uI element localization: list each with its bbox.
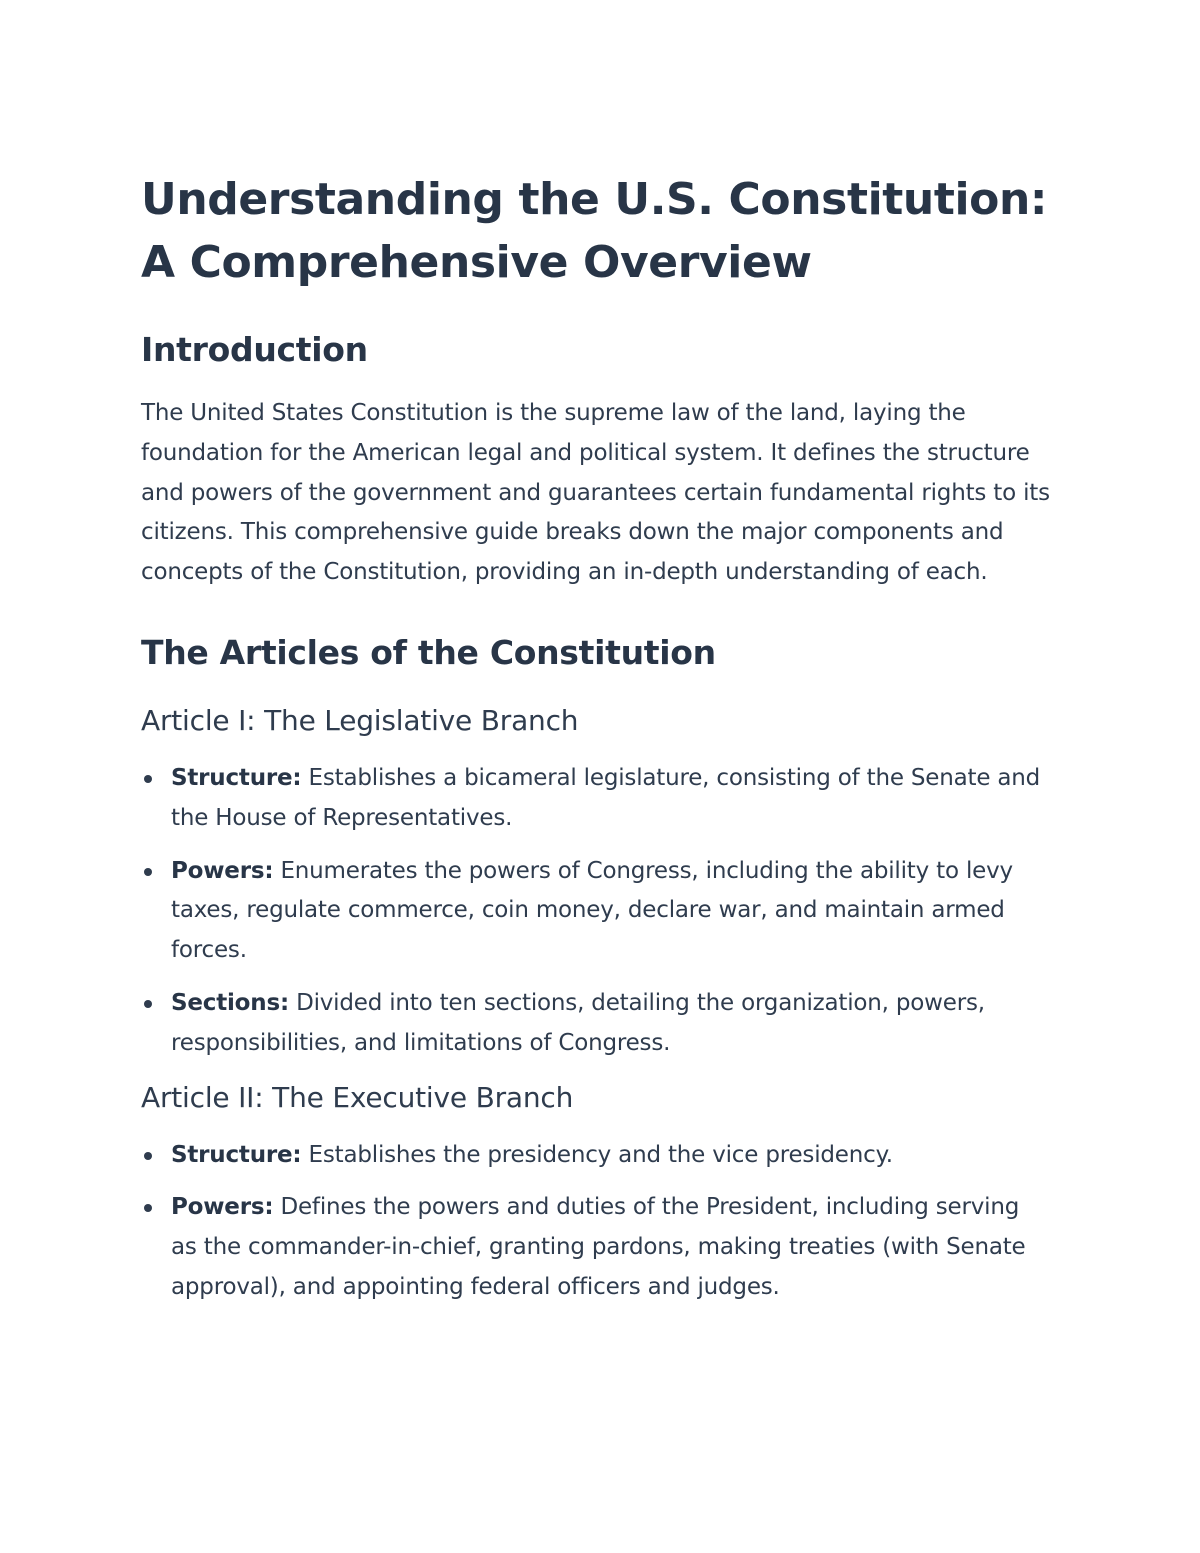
bullet-icon	[144, 1152, 152, 1160]
item-text: Establishes a bicameral legislature, consisting of the Senate and the House of Representatives.	[171, 764, 1041, 831]
bullet-icon	[144, 1204, 152, 1212]
item-text: Establishes the presidency and the vice presidency.	[301, 1141, 893, 1168]
item-text: Enumerates the powers of Congress, including the ability to levy taxes, regulate commerce, coin money, declare war, and maintain armed forces.	[171, 857, 1013, 964]
item-term: Structure:	[171, 1141, 302, 1168]
document-page	[141, 168, 1051, 1308]
list-item	[141, 1188, 1051, 1307]
item-term: Powers:	[171, 1194, 274, 1221]
articles-heading: The Articles of the Constitution	[141, 632, 716, 672]
list-item	[141, 759, 1051, 839]
introduction-paragraph: The United States Constitution is the supreme law of the land, laying the foundation for the American legal and political system. It defines the structure and powers of the government and guarantees certain fundamental rights to its citizens. This comprehensive guide breaks down the major components and concepts of the Constitution, providing an in-depth understanding of each.	[141, 400, 1050, 586]
list-item	[141, 1136, 1051, 1176]
item-term: Sections:	[171, 989, 289, 1016]
document-title: Understanding the U.S. Constitution: A Comprehensive Overview	[141, 174, 1048, 288]
article-2-list	[141, 1136, 1051, 1308]
article-1-list	[141, 759, 1051, 1064]
list-item	[141, 852, 1051, 971]
item-text: Defines the powers and duties of the President, including serving as the commander-in-chief, granting pardons, making treaties (with Senate approval), and appointing federal officers and judges.	[171, 1194, 1026, 1300]
bullet-icon	[144, 868, 152, 876]
item-text: Divided into ten sections, detailing the organization, powers, responsibilities, and limitations of Congress.	[171, 989, 985, 1056]
bullet-icon	[144, 775, 152, 783]
item-term: Structure:	[171, 764, 302, 791]
list-item	[141, 984, 1051, 1064]
item-term: Powers:	[171, 857, 274, 884]
bullet-icon	[144, 1000, 152, 1008]
article-1-heading: Article I: The Legislative Branch	[141, 703, 579, 737]
introduction-heading: Introduction	[141, 330, 368, 369]
article-2-heading: Article II: The Executive Branch	[141, 1080, 574, 1114]
